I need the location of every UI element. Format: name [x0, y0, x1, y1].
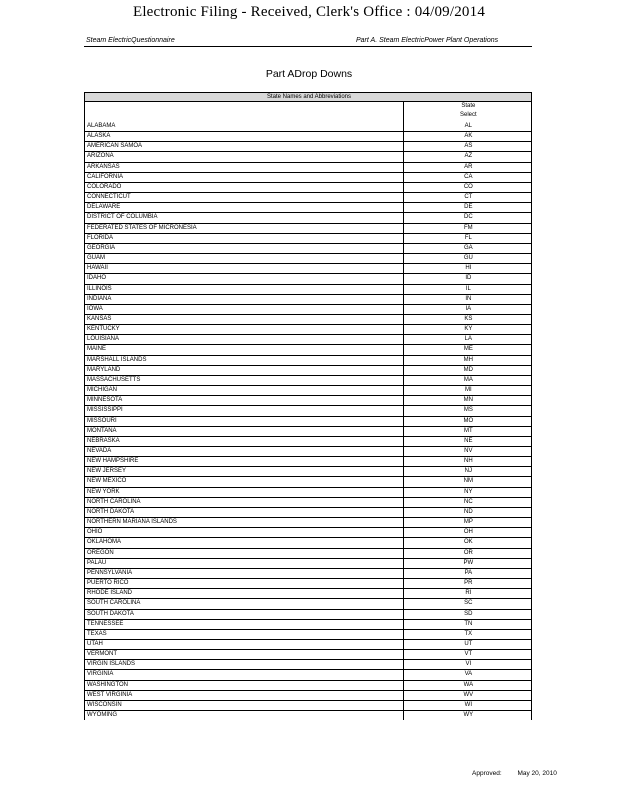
state-abbr-cell: VT [403, 650, 531, 660]
state-abbr-cell: UT [403, 639, 531, 649]
state-abbr-cell: IN [403, 294, 531, 304]
state-name-cell: WYOMING [85, 711, 404, 721]
table-row [85, 416, 532, 426]
approved-label: Approved: [472, 770, 502, 777]
state-abbr-cell: KS [403, 314, 531, 324]
table-row [85, 132, 532, 142]
state-name-cell: CALIFORNIA [85, 172, 404, 182]
table-row [85, 629, 532, 639]
state-name-cell: TEXAS [85, 629, 404, 639]
page-title: Part ADrop Downs [265, 68, 353, 80]
state-abbr-cell: AZ [403, 152, 531, 162]
state-abbr-cell: PW [403, 558, 531, 568]
state-abbr-cell: MO [403, 416, 531, 426]
state-abbr-cell: VA [403, 670, 531, 680]
table-row [85, 426, 532, 436]
table-row [85, 639, 532, 649]
table-row [85, 507, 532, 517]
state-name-cell: INDIANA [85, 294, 404, 304]
table-row [85, 497, 532, 507]
table-row [85, 254, 532, 264]
table-row [85, 182, 532, 192]
state-name-cell: FLORIDA [85, 233, 404, 243]
column-header-line-2: Select [460, 112, 477, 118]
table-row [85, 122, 532, 132]
header-rule [84, 46, 532, 47]
state-name-cell: KENTUCKY [85, 325, 404, 335]
state-abbr-cell: ND [403, 507, 531, 517]
state-abbr-cell: AS [403, 142, 531, 152]
state-name-cell: MISSOURI [85, 416, 404, 426]
state-abbr-cell: NE [403, 436, 531, 446]
table-row [85, 193, 532, 203]
state-abbr-cell: KY [403, 325, 531, 335]
table-row [85, 355, 532, 365]
table-row [85, 660, 532, 670]
state-name-cell: NEVADA [85, 447, 404, 457]
state-name-cell: MINNESOTA [85, 396, 404, 406]
state-name-cell: WISCONSIN [85, 700, 404, 710]
table-row [85, 365, 532, 375]
table-row [85, 223, 532, 233]
approved-date: May 20, 2010 [517, 770, 557, 777]
table-row [85, 284, 532, 294]
state-name-cell: SOUTH DAKOTA [85, 609, 404, 619]
state-name-cell: SOUTH CAROLINA [85, 599, 404, 609]
state-name-cell: OKLAHOMA [85, 538, 404, 548]
table-row [85, 670, 532, 680]
state-name-cell: MAINE [85, 345, 404, 355]
state-name-cell: LOUISIANA [85, 335, 404, 345]
state-name-cell: ALASKA [85, 132, 404, 142]
table-row [85, 650, 532, 660]
approval-footer [472, 770, 557, 777]
table-row [85, 457, 532, 467]
state-abbr-cell: NY [403, 487, 531, 497]
table-row [85, 142, 532, 152]
state-abbr-cell: WA [403, 680, 531, 690]
state-abbr-cell: NV [403, 447, 531, 457]
table-row [85, 579, 532, 589]
state-name-cell: RHODE ISLAND [85, 589, 404, 599]
table-row [85, 314, 532, 324]
state-abbr-cell: FL [403, 233, 531, 243]
state-name-cell: VIRGINIA [85, 670, 404, 680]
state-abbr-cell: ME [403, 345, 531, 355]
state-name-cell: FEDERATED STATES OF MICRONESIA [85, 223, 404, 233]
state-name-cell: GEORGIA [85, 243, 404, 253]
table-row [85, 711, 532, 721]
state-abbr-cell: HI [403, 264, 531, 274]
state-name-cell: TENNESSEE [85, 619, 404, 629]
table-row [85, 568, 532, 578]
state-abbr-cell: OR [403, 548, 531, 558]
table-row [85, 477, 532, 487]
state-name-cell: WEST VIRGINIA [85, 690, 404, 700]
state-abbr-cell: AL [403, 122, 531, 132]
table-row [85, 274, 532, 284]
state-name-cell: MASSACHUSETTS [85, 375, 404, 385]
table-row [85, 619, 532, 629]
state-abbr-cell: MH [403, 355, 531, 365]
header-right: Part A. Steam ElectricPower Plant Operations [356, 37, 499, 44]
state-abbr-cell: MI [403, 386, 531, 396]
state-name-cell: NORTHERN MARIANA ISLANDS [85, 518, 404, 528]
state-name-cell: MARYLAND [85, 365, 404, 375]
state-name-cell: MISSISSIPPI [85, 406, 404, 416]
state-abbr-cell: TX [403, 629, 531, 639]
state-abbr-cell: SD [403, 609, 531, 619]
state-abbr-cell: AK [403, 132, 531, 142]
table-group-header-row [85, 93, 532, 102]
state-name-cell: NEW MEXICO [85, 477, 404, 487]
state-name-cell: VERMONT [85, 650, 404, 660]
state-abbr-cell: DE [403, 203, 531, 213]
table-row [85, 386, 532, 396]
state-abbr-cell: DC [403, 213, 531, 223]
state-abbr-cell: MA [403, 375, 531, 385]
state-abbr-cell: IL [403, 284, 531, 294]
state-name-cell: KANSAS [85, 314, 404, 324]
state-name-cell: NORTH DAKOTA [85, 507, 404, 517]
state-abbr-cell: CO [403, 182, 531, 192]
state-name-cell: ALABAMA [85, 122, 404, 132]
table-row [85, 162, 532, 172]
state-name-cell: NEBRASKA [85, 436, 404, 446]
state-abbr-cell: ID [403, 274, 531, 284]
state-name-cell: OHIO [85, 528, 404, 538]
states-table [84, 92, 532, 720]
table-row [85, 538, 532, 548]
table-row [85, 548, 532, 558]
table-group-header: State Names and Abbreviations [85, 93, 532, 102]
state-abbr-cell: WI [403, 700, 531, 710]
table-row [85, 690, 532, 700]
state-name-cell: UTAH [85, 639, 404, 649]
column-header-line-1: State [461, 103, 476, 109]
table-row [85, 325, 532, 335]
state-name-cell: NORTH CAROLINA [85, 497, 404, 507]
state-abbr-cell: CT [403, 193, 531, 203]
table-row [85, 700, 532, 710]
table-row [85, 152, 532, 162]
state-abbr-cell: LA [403, 335, 531, 345]
state-name-cell: ARIZONA [85, 152, 404, 162]
state-abbr-cell: SC [403, 599, 531, 609]
state-name-cell: ILLINOIS [85, 284, 404, 294]
table-row [85, 558, 532, 568]
state-abbr-cell: GA [403, 243, 531, 253]
table-row [85, 304, 532, 314]
state-abbr-cell: NJ [403, 467, 531, 477]
state-abbr-cell: MN [403, 396, 531, 406]
state-name-cell: CONNECTICUT [85, 193, 404, 203]
state-name-cell: MONTANA [85, 426, 404, 436]
state-name-cell: GUAM [85, 254, 404, 264]
state-abbr-cell: RI [403, 589, 531, 599]
table-row [85, 335, 532, 345]
state-name-cell: DISTRICT OF COLUMBIA [85, 213, 404, 223]
state-name-cell: IOWA [85, 304, 404, 314]
state-abbr-cell: GU [403, 254, 531, 264]
state-name-cell: MICHIGAN [85, 386, 404, 396]
state-name-cell: PUERTO RICO [85, 579, 404, 589]
state-abbr-cell: NH [403, 457, 531, 467]
table-row [85, 447, 532, 457]
state-name-cell: OREGON [85, 548, 404, 558]
state-abbr-cell: VI [403, 660, 531, 670]
table-row [85, 487, 532, 497]
state-abbr-cell: PA [403, 568, 531, 578]
table-row [85, 680, 532, 690]
state-name-cell: ARKANSAS [85, 162, 404, 172]
header-left: Steam ElectricQuestionnaire [86, 37, 175, 44]
state-abbr-cell: WV [403, 690, 531, 700]
table-row [85, 345, 532, 355]
state-abbr-cell: NC [403, 497, 531, 507]
state-abbr-cell: FM [403, 223, 531, 233]
state-name-cell: PENNSYLVANIA [85, 568, 404, 578]
table-row [85, 396, 532, 406]
state-name-cell: AMERICAN SAMOA [85, 142, 404, 152]
state-name-cell: MARSHALL ISLANDS [85, 355, 404, 365]
state-abbr-cell: OH [403, 528, 531, 538]
state-name-cell: NEW HAMPSHIRE [85, 457, 404, 467]
table-row [85, 294, 532, 304]
state-abbr-cell: MT [403, 426, 531, 436]
state-abbr-cell: OK [403, 538, 531, 548]
table-row [85, 589, 532, 599]
state-abbr-cell: MD [403, 365, 531, 375]
table-row [85, 243, 532, 253]
state-abbr-cell: PR [403, 579, 531, 589]
state-name-column-header [85, 102, 404, 123]
table-row [85, 213, 532, 223]
table-row [85, 528, 532, 538]
state-select-column-header [403, 102, 531, 123]
state-name-cell: NEW JERSEY [85, 467, 404, 477]
table-row [85, 467, 532, 477]
state-abbr-cell: TN [403, 619, 531, 629]
state-abbr-cell: AR [403, 162, 531, 172]
state-name-cell: IDAHO [85, 274, 404, 284]
table-column-header-row [85, 102, 532, 123]
state-name-cell: DELAWARE [85, 203, 404, 213]
state-abbr-cell: MS [403, 406, 531, 416]
state-abbr-cell: IA [403, 304, 531, 314]
state-name-cell: WASHINGTON [85, 680, 404, 690]
table-row [85, 264, 532, 274]
state-abbr-cell: NM [403, 477, 531, 487]
state-abbr-cell: WY [403, 711, 531, 721]
state-name-cell: VIRGIN ISLANDS [85, 660, 404, 670]
state-name-cell: PALAU [85, 558, 404, 568]
table-row [85, 203, 532, 213]
table-row [85, 436, 532, 446]
state-abbr-cell: MP [403, 518, 531, 528]
state-name-cell: NEW YORK [85, 487, 404, 497]
table-row [85, 233, 532, 243]
table-row [85, 375, 532, 385]
state-name-cell: HAWAII [85, 264, 404, 274]
state-name-cell: COLORADO [85, 182, 404, 192]
filing-stamp: Electronic Filing - Received, Clerk's Office : 04/09/2014 [132, 4, 486, 20]
table-row [85, 518, 532, 528]
table-row [85, 609, 532, 619]
table-row [85, 406, 532, 416]
table-row [85, 172, 532, 182]
state-abbr-cell: CA [403, 172, 531, 182]
table-row [85, 599, 532, 609]
